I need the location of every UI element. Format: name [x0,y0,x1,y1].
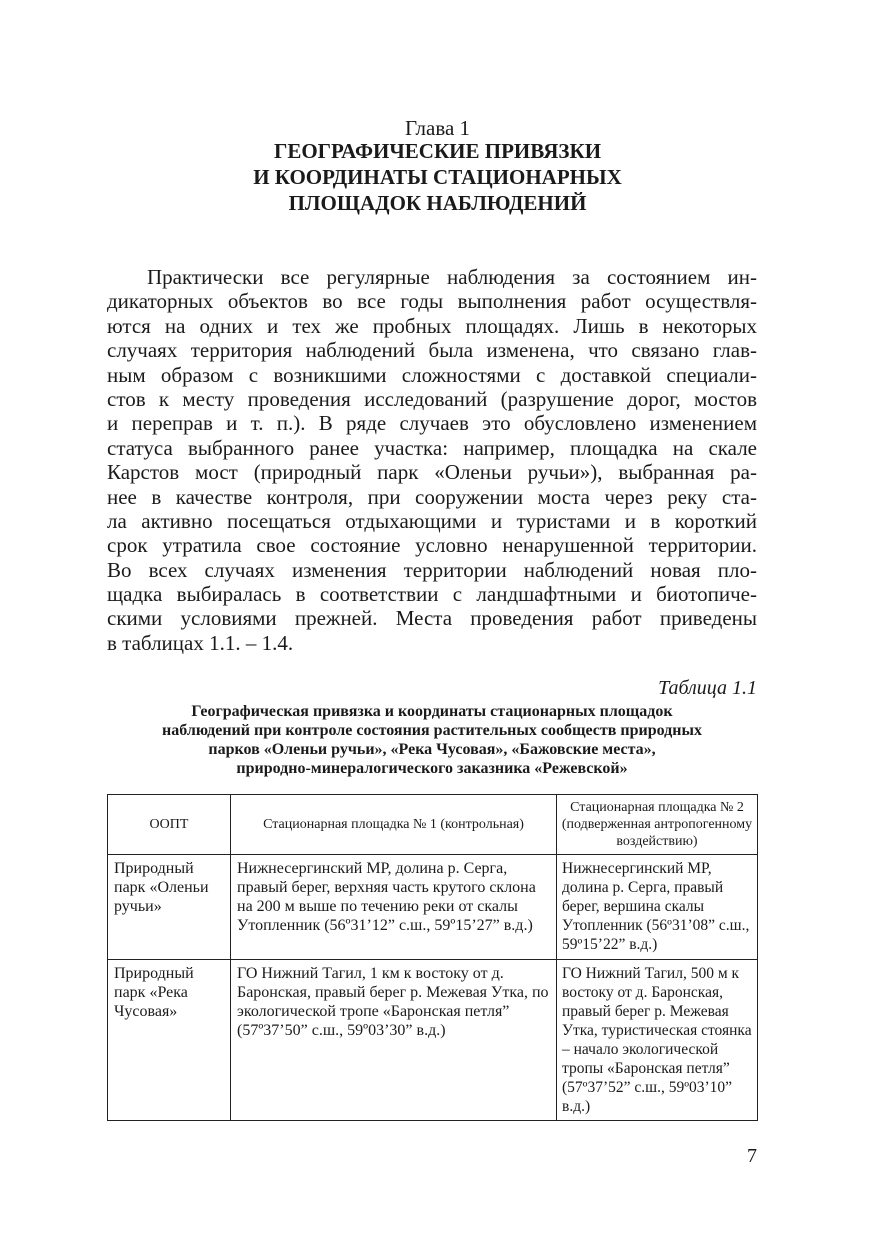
chapter-title-line: ПЛОЩАДОК НАБЛЮДЕНИЙ [288,191,587,215]
chapter-title [0,138,875,216]
chapter-label: Глава 1 [404,116,471,140]
body-line: в таблицах 1.1. – 1.4. [107,630,294,655]
oopt-table [107,794,758,1121]
chapter-title-line: И КООРДИНАТЫ СТАЦИОНАРНЫХ [253,165,622,189]
body-line: статуса выбранного ранее участка: например, площадка на скале [107,435,757,460]
table-label: Таблица 1.1 [658,677,757,699]
cell-site-2: Нижнесергинский МР, долина р. Серга, правый берег, вершина скалы Утопленник (56º31’08” с.ш., 59º15’22” в.д.) [557,855,758,960]
body-line: и переправ и т. п.). В ряде случаев это обусловлено изменением [107,411,757,436]
body-line: Во всех случаях изменения территории наблюдений новая пло- [107,557,757,582]
header-site-1: Стационарная площадка № 1 (контрольная) [231,795,557,855]
body-line: щадка выбиралась в соответствии с ландшафтными и биотопиче- [107,582,757,607]
cell-oopt: Природный парк «Река Чусовая» [108,960,231,1121]
cell-site-1: ГО Нижний Тагил, 1 км к востоку от д. Баронская, правый берег р. Межевая Утка, по экологической тропе «Баронская петля” (57º37’50” с.ш., 59º03’30” в.д.) [231,960,557,1121]
body-line: нее в качестве контроля, при сооружении моста через реку ста- [107,484,757,509]
body-line: ным образом с возникшими сложностями с доставкой специали- [107,362,757,387]
cell-oopt: Природный парк «Оленьи ручьи» [108,855,231,960]
body-line: Карстов мост (природный парк «Оленьи ручьи»), выбранная ра- [107,460,757,485]
body-line: случаях территория наблюдений была изменена, что связано глав- [107,338,757,363]
header-oopt: ООПТ [108,795,231,855]
cell-site-2: ГО Нижний Тагил, 500 м к востоку от д. Баронская, правый берег р. Межевая Утка, туристическая стоянка – начало экологической тропы «Баронская петля” (57º37’52” с.ш., 59º03’10” в.д.) [557,960,758,1121]
table-caption-line: природно-минералогического заказника «Режевской» [236,760,628,777]
body-line: дикаторных объектов во все годы выполнения работ осуществля- [107,289,757,314]
body-paragraph [107,265,757,655]
table-caption-line: Географическая привязка и координаты стационарных площадок [191,703,673,720]
body-line: срок утратила свое состояние условно ненарушенной территории. [107,533,757,558]
table-caption [107,702,757,778]
body-line: скими условиями прежней. Места проведения работ приведены [107,606,757,631]
body-line: ла активно посещаться отдыхающими и туристами и в короткий [107,508,757,533]
body-line: стов к месту проведения исследований (разрушение дорог, мостов [107,386,757,411]
table-header-row [108,795,758,855]
cell-site-1: Нижнесергинский МР, долина р. Серга, правый берег, верхняя часть крутого склона на 200 м выше по течению реки от скалы Утопленник (56º31’12” с.ш., 59º15’27” в.д.) [231,855,557,960]
table-row [108,855,758,960]
table-caption-line: парков «Оленьи ручьи», «Река Чусовая», «Бажовские места», [208,741,656,758]
page-number: 7 [747,1145,757,1167]
body-line: ются на одних и тех же пробных площадях. Лишь в некоторых [107,313,757,338]
table-caption-line: наблюдений при контроле состояния растительных сообществ природных [162,722,702,739]
header-site-2: Стационарная площадка № 2 (подверженная антропогенному воздействию) [557,795,758,855]
chapter-title-line: ГЕОГРАФИЧЕСКИЕ ПРИВЯЗКИ [273,139,602,163]
body-line: Практически все регулярные наблюдения за состоянием ин- [147,265,757,289]
table-row [108,960,758,1121]
